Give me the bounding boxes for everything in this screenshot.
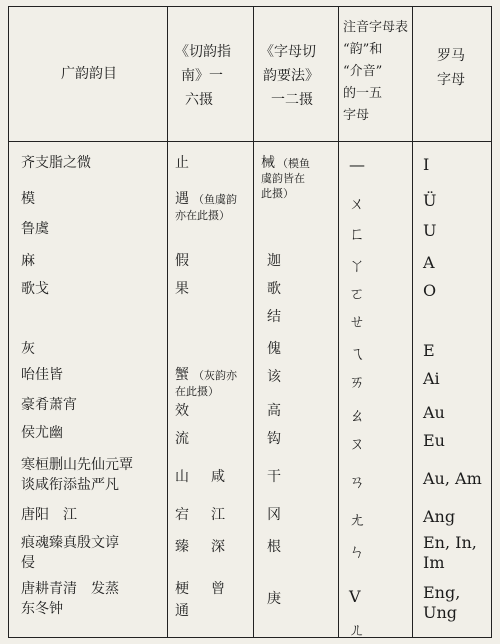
header-qieyun-line3: 六摄 (185, 92, 213, 108)
qieyun-cell: 深 (211, 539, 225, 555)
qieyun-cell: 臻 (175, 539, 189, 555)
qieyun-cell: 通 (175, 603, 189, 619)
qieyun-cell: 江 (211, 507, 225, 523)
roman-cell: A (423, 253, 435, 272)
zimu-cell: 歌 (267, 281, 281, 297)
zhuyin-cell: ㄟ (349, 344, 366, 363)
header-zimu-line2: 韵要法》 (263, 68, 319, 84)
qieyun-cell: 遇 (175, 191, 189, 207)
zimu-cell: 根 (267, 539, 281, 555)
roman-cell: Ai (423, 369, 440, 388)
roman-cell: En, In, (423, 533, 477, 552)
header-zhuyin-line4: 的一五 (343, 86, 383, 101)
zimu-note: 虞韵皆在 (261, 172, 305, 185)
comparison-table (8, 6, 492, 638)
zhuyin-cell: ㄦ (349, 620, 366, 639)
roman-cell: U (423, 221, 437, 240)
header-zimu-line1: 《字母切 (260, 44, 316, 60)
zimu-cell: 结 (267, 309, 281, 325)
guangyun-cell: 唐阳 江 (21, 507, 77, 523)
guangyun-cell: 唐耕青清 发蒸 (21, 581, 119, 597)
qieyun-note: 在此摄） (175, 385, 219, 398)
column-divider (253, 7, 254, 637)
header-divider (9, 141, 491, 142)
zhuyin-cell: ㄡ (349, 434, 366, 453)
guangyun-cell: 咍佳皆 (21, 367, 63, 383)
header-roman-line2: 字母 (437, 72, 465, 88)
guangyun-cell: 豪肴萧宵 (21, 397, 77, 413)
qieyun-cell: 流 (175, 431, 189, 447)
zhuyin-cell: ㄝ (349, 312, 366, 331)
header-zhuyin-line5: 字母 (343, 108, 370, 123)
header-zhuyin-line1: 注音字母表 (343, 20, 409, 35)
header-zhuyin-line3: “介音” (343, 64, 383, 79)
qieyun-note: （灰韵亦 (193, 369, 237, 382)
zhuyin-cell: ㄨ (349, 194, 366, 213)
zhuyin-cell: ㄢ (349, 472, 366, 491)
zimu-cell: 钩 (267, 431, 281, 447)
zimu-cell: 械 (261, 155, 275, 171)
guangyun-cell: 歌戈 (21, 281, 49, 297)
zimu-cell: 傀 (267, 341, 281, 357)
zimu-note: 此摄） (261, 187, 294, 200)
zhuyin-cell: ㄛ (349, 284, 366, 303)
guangyun-cell: 侯尤幽 (21, 425, 63, 441)
zhuyin-cell: ㄣ (349, 542, 366, 561)
qieyun-cell: 宕 (175, 507, 189, 523)
qieyun-cell: 止 (175, 155, 189, 171)
zhuyin-cell: — (349, 155, 365, 174)
roman-cell: Eu (423, 431, 445, 450)
header-qieyun-line2: 南》一 (181, 68, 223, 84)
header-roman-line1: 罗马 (437, 48, 465, 64)
guangyun-cell: 谈咸衔添盐严凡 (21, 477, 119, 493)
guangyun-cell: 灰 (21, 341, 35, 357)
qieyun-cell: 曾 (211, 581, 225, 597)
zhuyin-cell: V (349, 587, 361, 606)
roman-cell: Ang (423, 507, 456, 526)
roman-cell: E (423, 341, 435, 360)
qieyun-cell: 咸 (211, 469, 225, 485)
guangyun-cell: 痕魂臻真殷文谆 (21, 535, 119, 551)
guangyun-cell: 东冬钟 (21, 601, 63, 617)
zimu-cell: 冈 (267, 507, 281, 523)
guangyun-cell: 麻 (21, 253, 35, 269)
guangyun-cell: 寒桓删山先仙元覃 (21, 457, 133, 473)
roman-cell: I (423, 155, 430, 174)
zhuyin-cell: ㄞ (349, 372, 366, 391)
zhuyin-cell: ㄠ (349, 406, 366, 425)
column-divider (338, 7, 339, 637)
roman-cell: Ü (423, 191, 437, 210)
qieyun-cell: 假 (175, 253, 189, 269)
zhuyin-cell: ㄤ (349, 510, 366, 529)
zimu-note: （模鱼 (277, 157, 310, 170)
zimu-cell: 高 (267, 403, 281, 419)
qieyun-cell: 梗 (175, 581, 189, 597)
column-divider (412, 7, 413, 637)
qieyun-cell: 果 (175, 281, 189, 297)
roman-cell: Au, Am (423, 469, 482, 488)
zimu-cell: 庚 (267, 591, 281, 607)
roman-cell: Eng, (423, 583, 461, 602)
header-zhuyin-line2: “韵”和 (343, 42, 383, 57)
zimu-cell: 该 (267, 369, 281, 385)
roman-cell: Au (423, 403, 445, 422)
qieyun-note: 亦在此摄） (175, 209, 230, 222)
zhuyin-cell: ㄈ (349, 224, 366, 243)
zimu-cell: 迦 (267, 253, 281, 269)
header-qieyun-line1: 《切韵指 (175, 44, 231, 60)
qieyun-cell: 效 (175, 403, 189, 419)
guangyun-cell: 鲁虞 (21, 221, 49, 237)
guangyun-cell: 侵 (21, 555, 35, 571)
column-divider (167, 7, 168, 637)
header-guangyun: 广韵韵目 (61, 66, 117, 82)
qieyun-cell: 蟹 (175, 367, 189, 383)
zhuyin-cell: ㄚ (349, 256, 366, 275)
zimu-cell: 干 (267, 469, 281, 485)
qieyun-note: （鱼虞韵 (193, 193, 237, 206)
roman-cell: O (423, 281, 437, 300)
roman-cell: Ung (423, 603, 458, 622)
roman-cell: Im (423, 553, 445, 572)
guangyun-cell: 模 (21, 191, 35, 207)
qieyun-cell: 山 (175, 469, 189, 485)
guangyun-cell: 齐支脂之微 (21, 155, 91, 171)
header-zimu-line3: 一二摄 (271, 92, 313, 108)
